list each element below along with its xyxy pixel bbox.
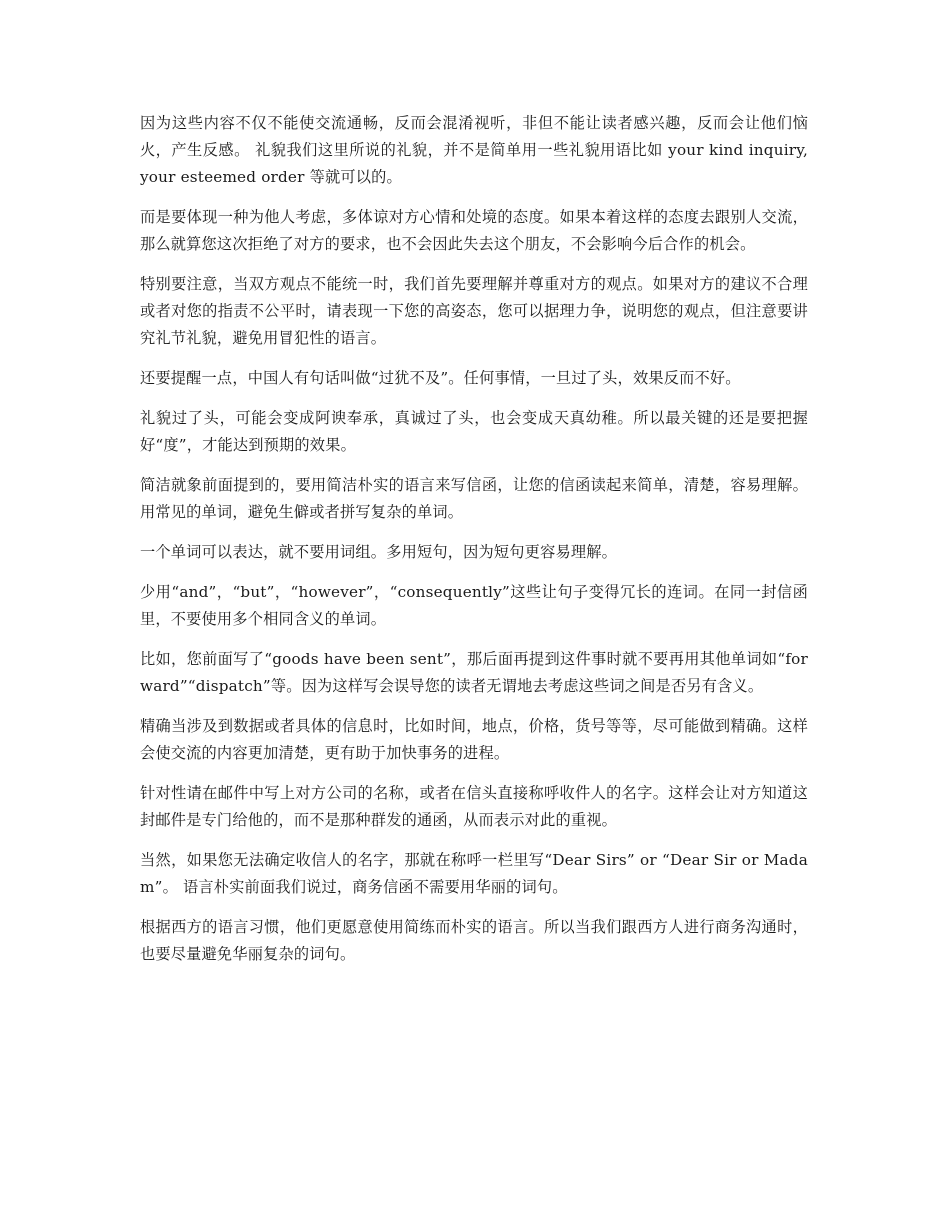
paragraph-5: 礼貌过了头，可能会变成阿谀奉承，真诚过了头，也会变成天真幼稚。所以最关键的还是要把握好“度”，才能达到预期的效果。 <box>140 409 808 454</box>
paragraph-11: 针对性请在邮件中写上对方公司的名称，或者在信头直接称呼收件人的名字。这样会让对方知道这封邮件是专门给他的，而不是那种群发的通函，从而表示对此的重视。 <box>140 784 808 829</box>
paragraph-9: 比如，您前面写了“goods have been sent”，那后面再提到这件事时就不要再用其他单词如“forward”“dispatch”等。因为这样写会误导您的读者无谓地去考虑这些词之间是否另有含义。 <box>140 650 808 695</box>
paragraph-8: 少用“and”，“but”，“however”，“consequently”这些让句子变得冗长的连词。在同一封信函里，不要使用多个相同含义的单词。 <box>140 583 808 628</box>
paragraph-6: 简洁就象前面提到的，要用简洁朴实的语言来写信函，让您的信函读起来简单，清楚，容易理解。用常见的单词，避免生僻或者拼写复杂的单词。 <box>140 476 808 521</box>
paragraph-13: 根据西方的语言习惯，他们更愿意使用简练而朴实的语言。所以当我们跟西方人进行商务沟通时，也要尽量避免华丽复杂的词句。 <box>140 918 808 963</box>
paragraph-3: 特别要注意，当双方观点不能统一时，我们首先要理解并尊重对方的观点。如果对方的建议不合理或者对您的指责不公平时，请表现一下您的高姿态，您可以据理力争，说明您的观点，但注意要讲究礼节礼貌，避免用冒犯性的语言。 <box>140 275 808 347</box>
paragraph-4: 还要提醒一点，中国人有句话叫做“过犹不及”。任何事情，一旦过了头，效果反而不好。 <box>140 369 741 387</box>
paragraph-1: 因为这些内容不仅不能使交流通畅，反而会混淆视听，非但不能让读者感兴趣，反而会让他们恼火，产生反感。 礼貌我们这里所说的礼貌，并不是简单用一些礼貌用语比如 your kind inquiry, your esteemed order 等就可以的。 <box>140 114 808 186</box>
document-body <box>140 110 808 981</box>
paragraph-2: 而是要体现一种为他人考虑，多体谅对方心情和处境的态度。如果本着这样的态度去跟别人交流，那么就算您这次拒绝了对方的要求，也不会因此失去这个朋友，不会影响今后合作的机会。 <box>140 208 808 253</box>
paragraph-7: 一个单词可以表达，就不要用词组。多用短句，因为短句更容易理解。 <box>140 543 618 561</box>
paragraph-10: 精确当涉及到数据或者具体的信息时，比如时间，地点，价格，货号等等，尽可能做到精确。这样会使交流的内容更加清楚，更有助于加快事务的进程。 <box>140 717 808 762</box>
paragraph-12: 当然，如果您无法确定收信人的名字，那就在称呼一栏里写“Dear Sirs” or “Dear Sir or Madam”。 语言朴实前面我们说过，商务信函不需要用华丽的词句。 <box>140 851 808 896</box>
